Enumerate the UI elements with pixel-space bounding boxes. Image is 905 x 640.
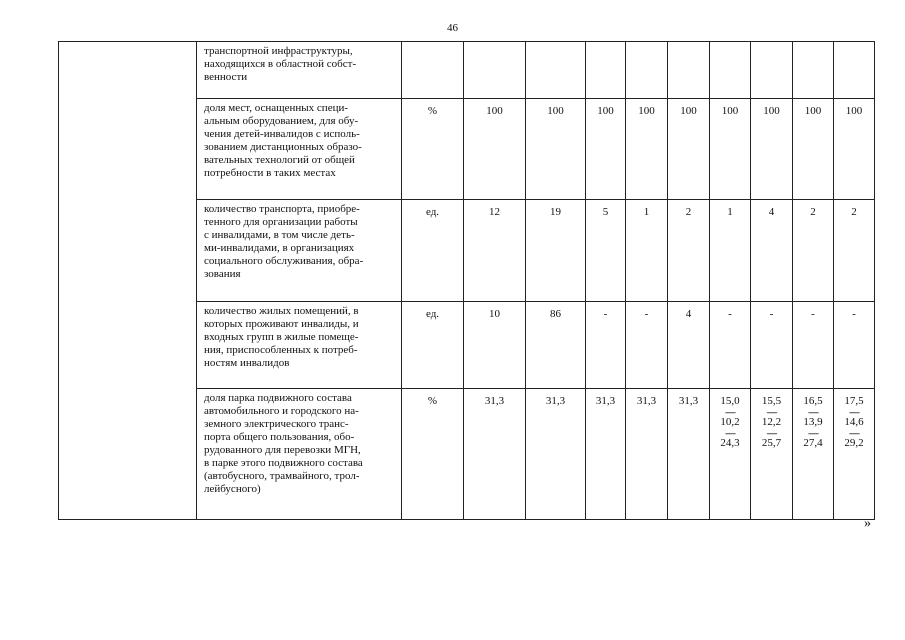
indicator-description [197,389,402,520]
stacked-value-bottom: 29,2 [844,437,864,449]
value-cell [526,42,586,99]
description-line: социального обслуживания, обра- [204,255,364,267]
value-cell: 100 [834,99,875,200]
stacked-value-mid: 13,9 [803,416,823,428]
description-line: потребности в таких местах [204,167,336,179]
closing-quote-mark: » [864,516,871,531]
stacked-separator: ----- [766,407,777,417]
description-line: рудованного для перевозки МГН, [204,444,361,456]
indicators-table [58,41,875,520]
value-cell: 5 [586,200,626,302]
value-cell: 100 [464,99,526,200]
description-line: в парке этого подвижного состава [204,457,363,469]
stacked-separator: ----- [808,428,818,438]
stacked-value-top: 15,0 [720,395,740,407]
value-cell [668,42,710,99]
value-cell: 100 [751,99,793,200]
stacked-value-bottom: 27,4 [803,437,823,449]
value-cell: 86 [526,302,586,389]
indicator-description [197,99,402,200]
value-cell: 100 [526,99,586,200]
stacked-separator: ----- [766,428,777,438]
stacked-value-bottom: 24,3 [720,437,740,449]
value-cell: 1 [626,200,668,302]
stacked-separator: ----- [849,428,859,438]
description-line: тенного для организации работы [204,216,358,228]
value-cell: 31,3 [626,389,668,520]
description-line: количество транспорта, приобре- [204,203,360,215]
stacked-value-top: 16,5 [803,395,823,407]
value-cell: - [626,302,668,389]
description-line: (автобусного, трамвайного, трол- [204,470,360,482]
value-cell: - [751,302,793,389]
indicator-description [197,42,402,99]
unit-cell: % [402,389,464,520]
description-line: земного электрического транс- [204,418,349,430]
value-cell [834,42,875,99]
description-line: с инвалидами, в том числе деть- [204,229,355,241]
stacked-value-top: 17,5 [844,395,864,407]
stacked-value-mid: 14,6 [844,416,864,428]
stacked-value-cell [710,389,751,520]
description-line: ми-инвалидами, в организациях [204,242,355,254]
description-line: входных групп в жилые помеще- [204,331,359,343]
description-line: зованием дистанционных образо- [204,141,362,153]
stacked-value-cell [751,389,793,520]
unit-cell: ед. [402,302,464,389]
description-line: количество жилых помещений, в [204,305,359,317]
value-cell: 4 [668,302,710,389]
description-line: порта общего пользования, обо- [204,431,355,443]
description-line: чения детей-инвалидов с исполь- [204,128,360,140]
stacked-value-mid: 12,2 [761,416,782,428]
value-cell [710,42,751,99]
description-line: транспортной инфраструктуры, [204,45,353,57]
description-line: которых проживают инвалиды, и [204,318,359,330]
description-line: альным оборудованием, для обу- [204,115,359,127]
value-cell: 100 [626,99,668,200]
description-line: ния, приспособленных к потреб- [204,344,358,356]
value-cell: 31,3 [586,389,626,520]
value-cell: - [710,302,751,389]
unit-cell [402,42,464,99]
value-cell: 100 [586,99,626,200]
description-line: лейбусного) [204,483,261,495]
value-cell: 12 [464,200,526,302]
value-cell: 4 [751,200,793,302]
stacked-separator: ----- [725,428,735,438]
value-cell: 10 [464,302,526,389]
value-cell: 31,3 [464,389,526,520]
indicator-description [197,200,402,302]
stacked-separator: ----- [808,407,818,417]
stacked-value-cell [793,389,834,520]
value-cell [751,42,793,99]
value-cell [464,42,526,99]
value-cell: 2 [668,200,710,302]
value-cell: 2 [793,200,834,302]
value-cell [793,42,834,99]
description-line: автомобильного и городского на- [204,405,359,417]
empty-left-cell [59,42,197,520]
value-cell: - [793,302,834,389]
stacked-value-mid: 10,2 [720,416,740,428]
value-cell: 19 [526,200,586,302]
value-cell [586,42,626,99]
page-number: 46 [447,22,458,34]
indicator-description [197,302,402,389]
description-line: венности [204,71,248,83]
stacked-separator: ----- [725,407,735,417]
value-cell: 100 [710,99,751,200]
description-line: вательных технологий от общей [204,154,355,166]
value-cell: 100 [668,99,710,200]
description-line: доля парка подвижного состава [204,392,352,404]
stacked-value-top: 15,5 [761,395,782,407]
stacked-separator: ----- [849,407,859,417]
value-cell: 100 [793,99,834,200]
value-cell: - [834,302,875,389]
value-cell: 31,3 [668,389,710,520]
stacked-value-bottom: 25,7 [761,437,782,449]
value-cell: 31,3 [526,389,586,520]
unit-cell: % [402,99,464,200]
unit-cell: ед. [402,200,464,302]
table-row [59,42,875,99]
description-line: ностям инвалидов [204,357,290,369]
value-cell: 2 [834,200,875,302]
value-cell [626,42,668,99]
description-line: находящихся в областной собст- [204,58,357,70]
description-line: доля мест, оснащенных специ- [204,102,349,114]
value-cell: - [586,302,626,389]
stacked-value-cell [834,389,875,520]
value-cell: 1 [710,200,751,302]
description-line: зования [204,268,241,280]
